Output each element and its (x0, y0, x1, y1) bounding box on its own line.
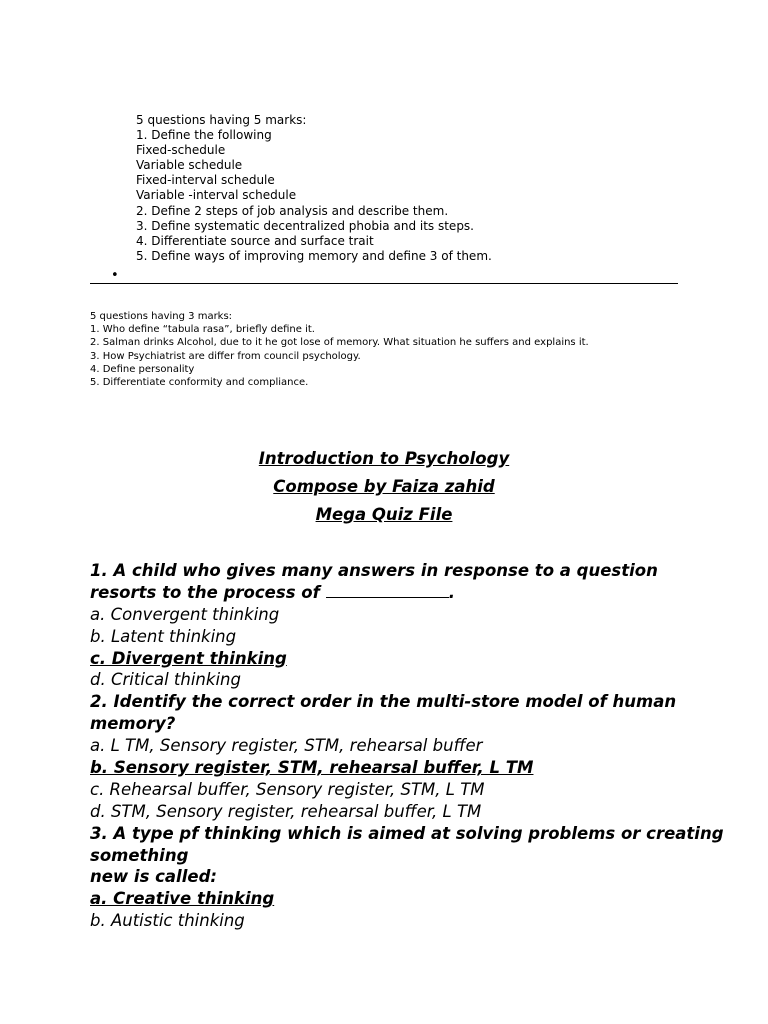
question-1-line-1: 1. A child who gives many answers in response to a question (90, 561, 658, 580)
five-marks-item: Fixed-interval schedule (136, 173, 275, 188)
question-1-period: . (448, 582, 456, 602)
five-marks-item: 5. Define ways of improving memory and define 3 of them. (136, 248, 492, 263)
answer-blank (326, 583, 449, 598)
five-marks-item: Variable -interval schedule (136, 188, 297, 203)
question-1-correct-option-c: c. Divergent thinking (90, 648, 287, 668)
three-marks-item: 5. Differentiate conformity and compliance. (90, 376, 309, 388)
three-marks-heading: 5 questions having 3 marks: (90, 311, 233, 322)
question-1-line-2 (90, 582, 724, 604)
question-1-option-a: a. Convergent thinking (90, 604, 280, 624)
horizontal-divider (90, 283, 678, 284)
question-3-correct-option-a: a. Creative thinking (90, 889, 275, 909)
three-marks-item: 2. Salman drinks Alcohol, due to it he got lose of memory. What situation he suffers and explains it. (90, 337, 589, 349)
bullet-point: • (111, 268, 119, 283)
three-marks-item: 4. Define personality (90, 363, 195, 375)
five-marks-item: 3. Define systematic decentralized phobia and its steps. (136, 218, 474, 233)
three-marks-questions (90, 310, 589, 389)
question-3-line-2: something (90, 845, 189, 865)
question-1-option-d: d. Critical thinking (90, 670, 241, 690)
three-marks-item: 3. How Psychiatrist are differ from council psychology. (90, 350, 361, 362)
three-marks-item: 1. Who define “tabula rasa”, briefly define it. (90, 324, 315, 336)
five-marks-item: 2. Define 2 steps of job analysis and describe them. (136, 203, 449, 218)
question-2-option-c: c. Rehearsal buffer, Sensory register, STM, L TM (90, 779, 485, 799)
question-2-option-a: a. L TM, Sensory register, STM, rehearsal buffer (90, 736, 483, 756)
five-marks-item: Fixed-schedule (136, 143, 226, 158)
five-marks-item: Variable schedule (136, 158, 243, 173)
question-2-line-1: 2. Identify the correct order in the multi-store model of human (90, 692, 677, 712)
question-1-option-b: b. Latent thinking (90, 626, 237, 646)
question-3-line-1: 3. A type pf thinking which is aimed at solving problems or creating (90, 823, 724, 843)
quiz-section (90, 560, 724, 932)
five-marks-item: 4. Differentiate source and surface trait (136, 233, 374, 248)
question-2-correct-option-b: b. Sensory register, STM, rehearsal buffer, L TM (90, 758, 534, 778)
question-3-line-3: new is called: (90, 867, 217, 887)
five-marks-heading: 5 questions having 5 marks: (136, 113, 307, 127)
five-marks-questions (136, 113, 492, 264)
course-title: Introduction to Psychology (258, 449, 510, 468)
file-title: Mega Quiz File (315, 505, 453, 524)
question-3-option-b: b. Autistic thinking (90, 911, 245, 931)
question-2-line-2: memory? (90, 714, 176, 734)
five-marks-item: 1. Define the following (136, 128, 272, 143)
author-title: Compose by Faiza zahid (273, 477, 495, 496)
question-2-option-d: d. STM, Sensory register, rehearsal buffer, L TM (90, 801, 482, 821)
question-1-stem-end: resorts to the process of (90, 582, 320, 602)
